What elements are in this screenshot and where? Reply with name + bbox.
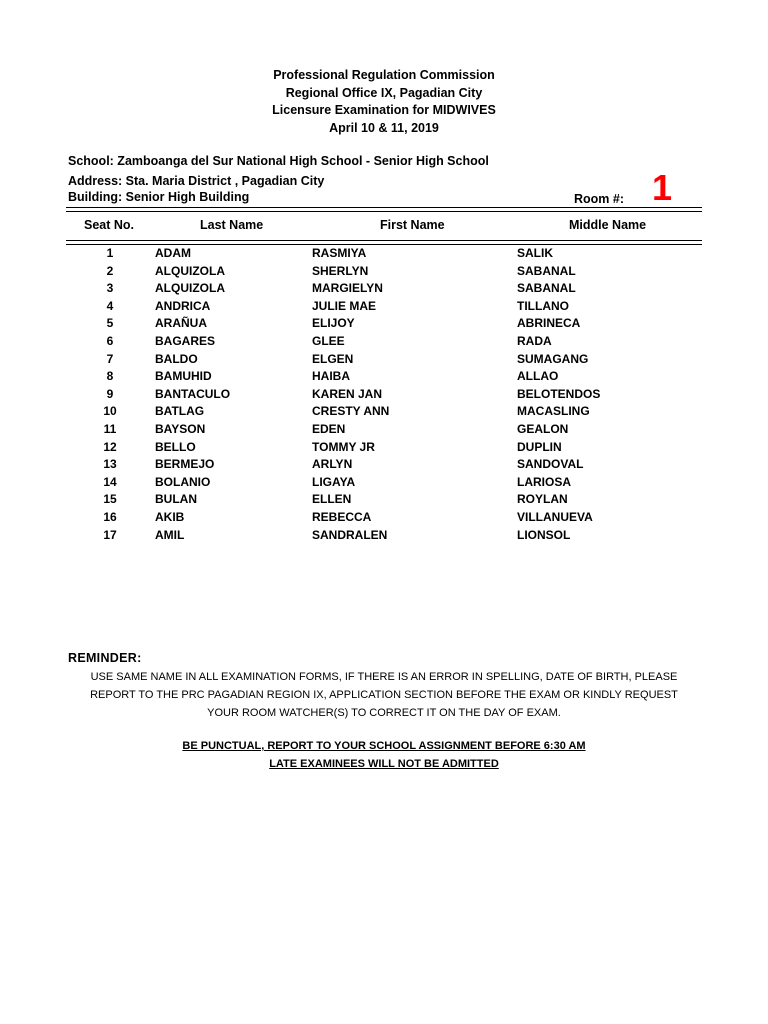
seat-number: 11	[103, 421, 117, 436]
late-notice: LATE EXAMINEES WILL NOT BE ADMITTED	[269, 758, 499, 770]
building-line: Building: Senior High Building	[68, 190, 250, 204]
table-row	[0, 474, 768, 492]
first-name: KAREN JAN	[312, 386, 383, 401]
document-header	[0, 67, 768, 137]
middle-name: SUMAGANG	[517, 351, 589, 366]
first-name: SHERLYN	[312, 263, 369, 278]
seat-number: 13	[103, 457, 117, 472]
seat-number: 2	[106, 263, 114, 278]
first-name: JULIE MAE	[312, 298, 377, 313]
table-row	[0, 509, 768, 527]
last-name: AKIB	[155, 509, 185, 524]
middle-name: BELOTENDOS	[517, 386, 601, 401]
table-row	[0, 351, 768, 369]
punctuality-notice: BE PUNCTUAL, REPORT TO YOUR SCHOOL ASSIGNMENT BEFORE 6:30 AM	[182, 740, 586, 752]
table-row	[0, 403, 768, 421]
first-name: GLEE	[312, 333, 345, 348]
seat-number: 10	[103, 404, 117, 419]
first-name: LIGAYA	[312, 474, 356, 489]
seat-number: 5	[106, 316, 114, 331]
column-header-seat: Seat No.	[84, 218, 135, 232]
seat-number: 3	[106, 281, 114, 296]
examinee-list	[0, 245, 768, 544]
last-name: BATLAG	[155, 404, 205, 419]
first-name: HAIBA	[312, 369, 350, 384]
room-number: 1	[652, 167, 673, 208]
table-row	[0, 491, 768, 509]
seat-number: 7	[106, 351, 114, 366]
table-row	[0, 421, 768, 439]
seat-number: 17	[103, 527, 117, 542]
seat-number: 9	[106, 386, 114, 401]
reminder-text	[60, 668, 708, 722]
header-date: April 10 & 11, 2019	[329, 120, 439, 135]
last-name: BELLO	[155, 439, 196, 454]
seat-number: 12	[103, 439, 117, 454]
last-name: ALQUIZOLA	[155, 263, 225, 278]
last-name: ANDRICA	[155, 298, 211, 313]
reminder-line: REPORT TO THE PRC PAGADIAN REGION IX, APPLICATION SECTION BEFORE THE EXAM OR KINDLY REQUEST	[90, 689, 678, 701]
middle-name: RADA	[517, 333, 552, 348]
middle-name: ALLAO	[517, 369, 559, 384]
middle-name: GEALON	[517, 421, 569, 436]
middle-name: LARIOSA	[517, 474, 571, 489]
middle-name: DUPLIN	[517, 439, 562, 454]
seat-number: 14	[103, 474, 117, 489]
first-name: ELGEN	[312, 351, 354, 366]
first-name: EDEN	[312, 421, 346, 436]
table-row	[0, 298, 768, 316]
middle-name: MACASLING	[517, 404, 590, 419]
school-line: School: Zamboanga del Sur National High School - Senior High School	[68, 154, 489, 168]
table-top-rule	[66, 207, 702, 208]
last-name: BAMUHID	[155, 369, 212, 384]
last-name: AMIL	[155, 527, 185, 542]
seat-number: 15	[103, 492, 117, 507]
middle-name: SABANAL	[517, 281, 576, 296]
first-name: ARLYN	[312, 457, 353, 472]
last-name: BAYSON	[155, 421, 206, 436]
first-name: ELLEN	[312, 492, 352, 507]
seat-number: 1	[106, 246, 114, 260]
seat-number: 4	[106, 298, 114, 313]
first-name: SANDRALEN	[312, 527, 388, 542]
reminder-title: REMINDER:	[68, 651, 142, 665]
column-header-middle-name: Middle Name	[569, 218, 647, 232]
middle-name: SALIK	[517, 246, 553, 260]
table-row	[0, 315, 768, 333]
middle-name: TILLANO	[517, 298, 569, 313]
table-row	[0, 263, 768, 281]
last-name: BAGARES	[155, 333, 216, 348]
middle-name: LIONSOL	[517, 527, 571, 542]
first-name: ELIJOY	[312, 316, 355, 331]
last-name: ADAM	[155, 246, 191, 260]
middle-name: SABANAL	[517, 263, 576, 278]
first-name: MARGIELYN	[312, 281, 383, 296]
first-name: REBECCA	[312, 509, 372, 524]
last-name: ALQUIZOLA	[155, 281, 225, 296]
table-row	[0, 386, 768, 404]
table-row	[0, 368, 768, 386]
seat-number: 16	[103, 509, 117, 524]
column-header-last-name: Last Name	[200, 218, 264, 232]
middle-name: SANDOVAL	[517, 457, 584, 472]
first-name: CRESTY ANN	[312, 404, 390, 419]
address-line: Address: Sta. Maria District , Pagadian City	[68, 174, 325, 188]
last-name: BANTACULO	[155, 386, 231, 401]
last-name: BALDO	[155, 351, 198, 366]
header-exam: Licensure Examination for MIDWIVES	[272, 103, 496, 117]
table-top-rule-inner	[66, 211, 702, 212]
middle-name: ABRINECA	[517, 316, 581, 331]
table-header-rule	[66, 240, 702, 241]
header-office: Regional Office IX, Pagadian City	[285, 85, 483, 100]
reminder-line: YOUR ROOM WATCHER(S) TO CORRECT IT ON THE DAY OF EXAM.	[207, 707, 561, 719]
table-row	[0, 456, 768, 474]
middle-name: VILLANUEVA	[517, 509, 593, 524]
last-name: BULAN	[155, 492, 197, 507]
table-row	[0, 439, 768, 457]
column-header-first-name: First Name	[380, 218, 445, 232]
header-agency: Professional Regulation Commission	[273, 68, 495, 82]
seat-number: 8	[106, 369, 114, 384]
seat-number: 6	[106, 333, 114, 348]
room-label: Room #:	[574, 192, 624, 206]
middle-name: ROYLAN	[517, 492, 568, 507]
last-name: ARAÑUA	[155, 316, 207, 331]
table-row	[0, 333, 768, 351]
table-row	[0, 527, 768, 545]
last-name: BERMEJO	[155, 457, 215, 472]
reminder-line: USE SAME NAME IN ALL EXAMINATION FORMS, IF THERE IS AN ERROR IN SPELLING, DATE OF BIRTH, PLEASE	[90, 671, 678, 683]
last-name: BOLANIO	[155, 474, 211, 489]
table-row	[0, 280, 768, 298]
first-name: RASMIYA	[312, 246, 367, 260]
first-name: TOMMY JR	[312, 439, 375, 454]
table-row	[0, 245, 768, 263]
